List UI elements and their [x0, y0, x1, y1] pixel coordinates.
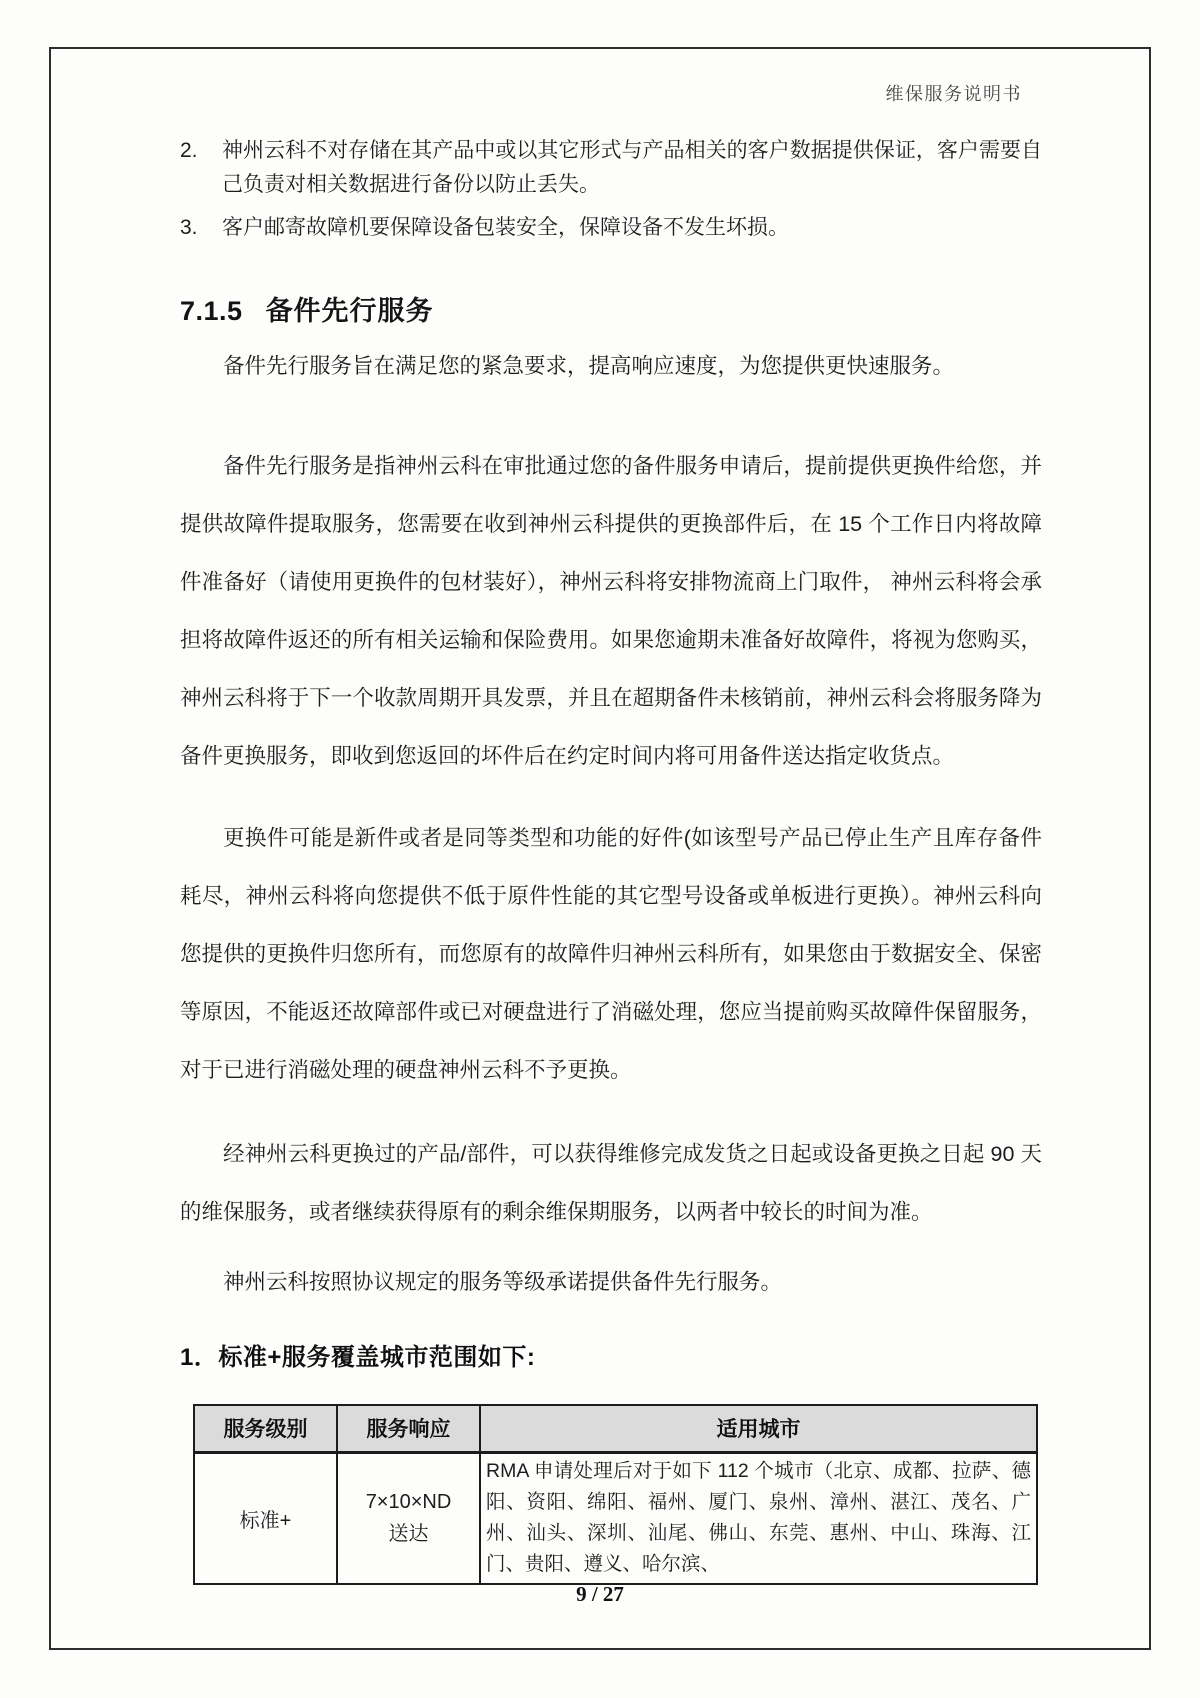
- table-header-service-response: 服务响应: [337, 1405, 480, 1452]
- section-heading: [180, 293, 1042, 329]
- numbered-list: [180, 134, 1042, 245]
- table-header-row: [194, 1405, 1037, 1452]
- list-item-number: 3.: [180, 216, 198, 239]
- response-line-1: 7×10×ND: [365, 1491, 452, 1513]
- page-header-title: 维保服务说明书: [885, 84, 1022, 104]
- body-paragraph-3: 更换件可能是新件或者是同等类型和功能的好件(如该型号产品已停止生产且库存备件耗尽，神州云科将向您提供不低于原件性能的其它型号设备或单板进行更换）。神州云科向您提供的更换件归您所有，而您原有的故障件归神州云科所有，如果您由于数据安全、保密等原因，不能返还故障部件或已对硬盘进行了消磁处理，您应当提前购买故障件保留服务，对于已进行消磁处理的硬盘神州云科不予更换。: [180, 826, 1042, 1082]
- table-row: [194, 1452, 1037, 1584]
- page-footer: 9 / 27: [576, 1582, 624, 1606]
- table-cell-service-response: [337, 1452, 480, 1584]
- table-header-service-level: 服务级别: [194, 1405, 337, 1452]
- response-line-2: 送达: [388, 1523, 429, 1545]
- coverage-subheading: 1．标准+服务覆盖城市范围如下:: [180, 1344, 536, 1371]
- section-number: 7.1.5: [180, 296, 243, 326]
- list-item-text: 客户邮寄故障机要保障设备包装安全，保障设备不发生坏损。: [222, 216, 789, 239]
- body-paragraph-5: 神州云科按照协议规定的服务等级承诺提供备件先行服务。: [223, 1270, 783, 1294]
- coverage-table: [193, 1404, 1038, 1585]
- body-paragraph-1: 备件先行服务旨在满足您的紧急要求，提高响应速度，为您提供更快速服务。: [223, 354, 955, 378]
- list-item-text: 神州云科不对存储在其产品中或以其它形式与产品相关的客户数据提供保证，客户需要自己负责对相关数据进行备份以防止丢失。: [222, 139, 1042, 196]
- list-item: [180, 134, 1042, 202]
- section-title: 备件先行服务: [265, 296, 434, 326]
- table-cell-service-level: 标准+: [194, 1452, 337, 1584]
- table-header-applicable-cities: 适用城市: [480, 1405, 1037, 1452]
- body-paragraph-2: 备件先行服务是指神州云科在审批通过您的备件服务申请后，提前提供更换件给您，并提供故障件提取服务，您需要在收到神州云科提供的更换部件后，在 15 个工作日内将故障件准备好（请使用更换件的包材装好），神州云科将安排物流商上门取件， 神州云科将会承担将故障件返还的所有相关运输和保险费用。如果您逾期未准备好故障件，将视为您购买，神州云科将于下一个收款周期开具发票，并且在超期备件未核销前，神州云科会将服务降为备件更换服务，即收到您返回的坏件后在约定时间内将可用备件送达指定收货点。: [180, 454, 1042, 768]
- table-cell-cities: RMA 申请处理后对于如下 112 个城市（北京、成都、拉萨、德阳、资阳、绵阳、福州、厦门、泉州、漳州、湛江、茂名、广州、汕头、深圳、汕尾、佛山、东莞、惠州、中山、珠海、江门、贵阳、遵义、哈尔滨、: [480, 1452, 1037, 1584]
- list-item: [180, 211, 1042, 245]
- list-item-number: 2.: [180, 139, 198, 162]
- body-paragraph-4: 经神州云科更换过的产品/部件，可以获得维修完成发货之日起或设备更换之日起 90 天的维保服务，或者继续获得原有的剩余维保期服务，以两者中较长的时间为准。: [180, 1142, 1042, 1224]
- document-content: [180, 134, 1042, 1585]
